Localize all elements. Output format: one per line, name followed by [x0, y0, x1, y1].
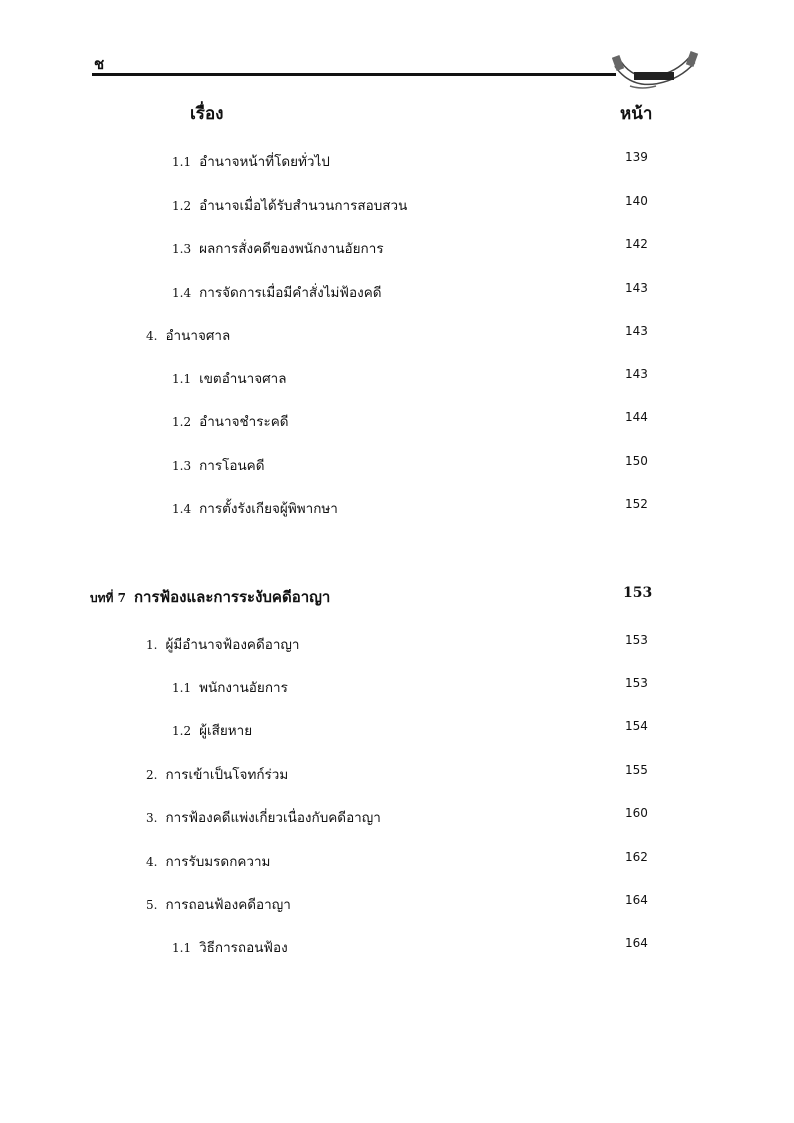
- toc-entry-page: 160: [625, 806, 648, 820]
- toc-entry: [0, 850, 794, 872]
- toc-entry-page: 155: [625, 763, 648, 777]
- toc-entry-page: 144: [625, 410, 648, 424]
- toc-entry: [0, 194, 794, 216]
- toc-entry-page: 153: [625, 633, 648, 647]
- toc-entry-label: [90, 585, 330, 609]
- toc-chapter-entry: [0, 585, 794, 607]
- toc-entry-number: 1.1: [172, 941, 192, 955]
- toc-entry-page: 162: [625, 850, 648, 864]
- toc-entry: [0, 633, 794, 655]
- toc-entry-page: 152: [625, 497, 648, 511]
- toc-entry-label: [172, 719, 252, 741]
- toc-entry-label: [146, 633, 300, 655]
- toc-entry-number: 1.3: [172, 459, 192, 473]
- toc-entry-title: การจัดการเมื่อมีคำสั่งไม่ฟ้องคดี: [199, 285, 382, 301]
- toc-entry-title: การฟ้องและการระงับคดีอาญา: [133, 588, 331, 606]
- toc-entry-label: [172, 367, 287, 389]
- toc-entry-label: [146, 324, 230, 346]
- toc-entry-page: 143: [625, 367, 648, 381]
- toc-entry-label: [146, 806, 381, 828]
- toc-entry-page: 153: [625, 676, 648, 690]
- toc-entry: [0, 237, 794, 259]
- toc-entry-label: [172, 281, 382, 303]
- toc-entry-number: บทที่ 7: [90, 591, 126, 605]
- toc-entry-page: 164: [625, 936, 648, 950]
- toc-entry-label: [172, 410, 289, 432]
- toc-entry-title: การโอนคดี: [199, 458, 265, 474]
- toc-entry-title: ผู้มีอำนาจฟ้องคดีอาญา: [165, 637, 300, 653]
- toc-entry-label: [146, 763, 288, 785]
- toc-entry-title: การถอนฟ้องคดีอาญา: [165, 897, 291, 913]
- toc-entry: [0, 497, 794, 519]
- toc-entry: [0, 324, 794, 346]
- toc-entry-page: 154: [625, 719, 648, 733]
- toc-entry-number: 5.: [146, 898, 158, 912]
- toc-entry-label: [172, 676, 288, 698]
- toc-entry-number: 1.1: [172, 372, 192, 386]
- toc-entry-title: อำนาจศาล: [165, 328, 231, 344]
- toc-entry: [0, 719, 794, 741]
- toc-entry-title: เขตอำนาจศาล: [199, 371, 287, 387]
- toc-entry-label: [146, 893, 291, 915]
- toc-entry-title: การตั้งรังเกียจผู้พิพากษา: [199, 501, 338, 517]
- toc-entry: [0, 367, 794, 389]
- toc-entry-number: 1.2: [172, 724, 192, 738]
- toc-entry-title: การฟ้องคดีแพ่งเกี่ยวเนื่องกับคดีอาญา: [165, 810, 381, 826]
- toc-entry-page: 139: [625, 150, 648, 164]
- toc-entry-page: 140: [625, 194, 648, 208]
- toc-entry-label: [146, 850, 270, 872]
- toc-entry-page: 143: [625, 324, 648, 338]
- toc-entry-title: การรับมรดกความ: [165, 854, 271, 870]
- toc-entry-label: [172, 194, 407, 216]
- toc-entry-page: 142: [625, 237, 648, 251]
- toc-entry-number: 1.1: [172, 681, 192, 695]
- toc-entry-number: 3.: [146, 811, 158, 825]
- toc-entry-label: [172, 454, 264, 476]
- toc-entry: [0, 410, 794, 432]
- toc-entry-title: อำนาจหน้าที่โดยทั่วไป: [199, 154, 330, 170]
- toc-entry-label: [172, 936, 288, 958]
- toc-entry-number: 4.: [146, 855, 158, 869]
- toc-entry-page: 150: [625, 454, 648, 468]
- toc-entry-number: 1.4: [172, 502, 192, 516]
- toc-entry-number: 2.: [146, 768, 158, 782]
- toc-entry-number: 1.2: [172, 415, 192, 429]
- toc-entry-label: [172, 150, 330, 172]
- toc-entry-number: 1.: [146, 638, 158, 652]
- toc-entry-title: ผลการสั่งคดีของพนักงานอัยการ: [199, 241, 384, 257]
- toc-entry-page: 153: [623, 585, 653, 601]
- toc-entry: [0, 454, 794, 476]
- toc-entry: [0, 676, 794, 698]
- toc-entry-label: [172, 237, 384, 259]
- toc-entry-number: 1.4: [172, 286, 192, 300]
- column-page: หน้า: [620, 104, 653, 124]
- toc-entry-title: พนักงานอัยการ: [199, 680, 288, 696]
- toc-entry-title: วิธีการถอนฟ้อง: [199, 940, 288, 956]
- header-rule: [92, 73, 616, 76]
- toc-entry: [0, 893, 794, 915]
- toc-entry-number: 4.: [146, 329, 158, 343]
- toc-entry-number: 1.3: [172, 242, 192, 256]
- toc-entry: [0, 281, 794, 303]
- toc-entry-number: 1.1: [172, 155, 192, 169]
- scroll-banner-logo-icon: [612, 50, 700, 92]
- toc-entry: [0, 806, 794, 828]
- toc-entry-title: อำนาจเมื่อได้รับสำนวนการสอบสวน: [199, 198, 408, 214]
- page-number: ช: [94, 55, 105, 73]
- toc-entry-page: 143: [625, 281, 648, 295]
- toc-entry-title: การเข้าเป็นโจทก์ร่วม: [165, 767, 289, 783]
- toc-entry: [0, 763, 794, 785]
- toc-entry-title: ผู้เสียหาย: [199, 723, 253, 739]
- toc-entry: [0, 936, 794, 958]
- toc-entry: [0, 150, 794, 172]
- toc-entry-label: [172, 497, 338, 519]
- toc-entry-title: อำนาจชำระคดี: [199, 414, 289, 430]
- toc-entry-number: 1.2: [172, 199, 192, 213]
- toc-entry-page: 164: [625, 893, 648, 907]
- column-title: เรื่อง: [190, 104, 224, 124]
